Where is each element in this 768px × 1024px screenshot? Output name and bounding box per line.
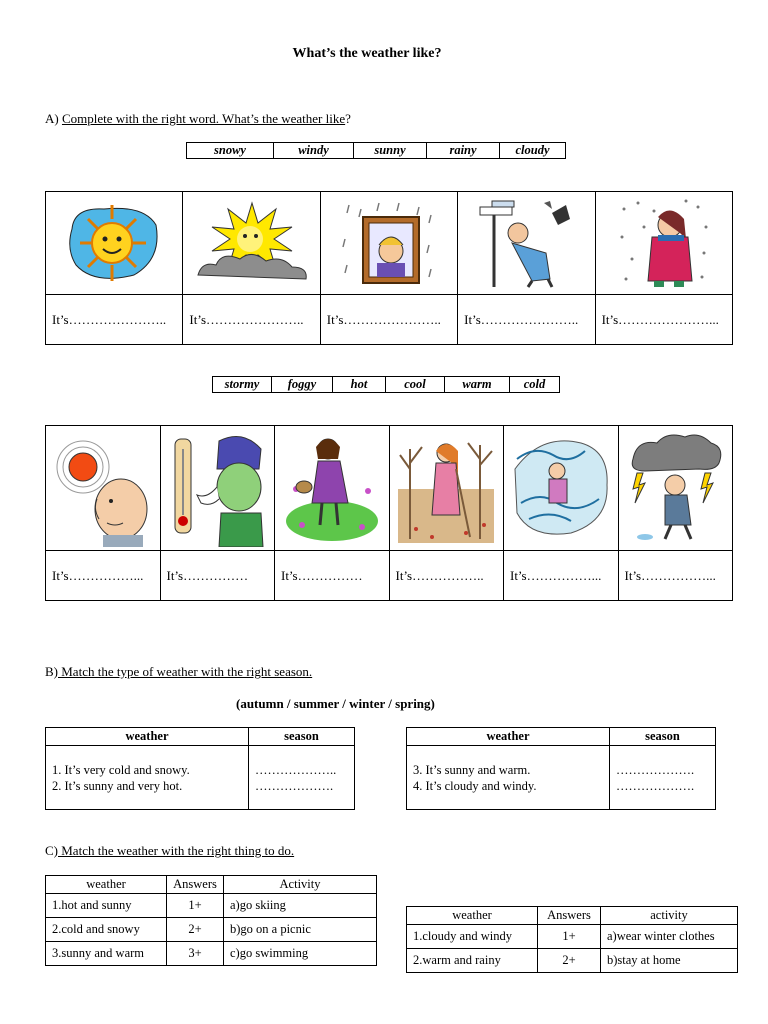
answer-1[interactable]: 1+: [538, 925, 601, 949]
section-a-prefix: A): [45, 111, 62, 126]
answer-2[interactable]: 2+: [167, 918, 224, 942]
windy-man-icon: [476, 197, 576, 289]
word-bank-2: [212, 376, 560, 393]
season-cell: [610, 746, 716, 810]
section-a-heading: [45, 111, 351, 127]
season-table-1: [45, 727, 355, 810]
answer-blank-7[interactable]: It’s……………: [160, 551, 275, 601]
cold-picture: [160, 426, 275, 551]
cold-man-icon: [167, 429, 267, 547]
weather-row-3: 3. It’s sunny and warm.: [413, 762, 531, 777]
hot-man-icon: [53, 429, 153, 547]
activity-a: a)wear winter clothes: [601, 925, 738, 949]
weather-cell: [46, 746, 249, 810]
answer-blank-3[interactable]: It’s…………………..: [320, 295, 457, 345]
weather-item-2: 2.warm and rainy: [407, 949, 538, 973]
header-season: season: [610, 728, 716, 746]
word-bank-1: [186, 142, 566, 159]
answer-blank-2[interactable]: It’s…………………..: [183, 295, 320, 345]
rainy-picture: [320, 192, 457, 295]
header-weather: weather: [46, 728, 249, 746]
section-b-instruction: Match the type of weather with the right season.: [58, 664, 313, 679]
season-blank-3[interactable]: ……………….: [616, 762, 695, 777]
foggy-picture: [504, 426, 619, 551]
activity-b: b)go on a picnic: [224, 918, 377, 942]
windy-picture: [183, 192, 320, 295]
answer-blank-6[interactable]: It’s……………...: [46, 551, 161, 601]
word-hot: hot: [333, 377, 386, 393]
season-options: (autumn / summer / winter / spring): [236, 696, 435, 711]
picture-grid-2: [45, 425, 733, 601]
answer-2[interactable]: 2+: [538, 949, 601, 973]
answer-blank-5[interactable]: It’s…………………...: [595, 295, 732, 345]
answer-blank-1[interactable]: It’s…………………..: [46, 295, 183, 345]
autumn-girl-icon: [396, 429, 496, 547]
snowy-girl-icon: [614, 197, 714, 289]
answer-blank-10[interactable]: It’s……………...: [504, 551, 619, 601]
sunny-picture: [46, 192, 183, 295]
weather-item-1: 1.hot and sunny: [46, 894, 167, 918]
weather-row-2: 2. It’s sunny and very hot.: [52, 778, 183, 793]
season-cell: [249, 746, 355, 810]
storm-icon: [625, 429, 725, 547]
header-weather: weather: [46, 876, 167, 894]
section-c-heading: [45, 843, 294, 859]
warm-picture: [275, 426, 390, 551]
answer-blank-4[interactable]: It’s…………………..: [458, 295, 595, 345]
season-blank-1[interactable]: ………………..: [255, 762, 337, 777]
girl-flowers-icon: [282, 429, 382, 547]
word-sunny: sunny: [354, 143, 427, 159]
activity-a: a)go skiing: [224, 894, 377, 918]
hot-picture: [46, 426, 161, 551]
season-table-2: [406, 727, 716, 810]
activity-b: b)stay at home: [601, 949, 738, 973]
word-warm: warm: [445, 377, 510, 393]
header-weather: weather: [407, 907, 538, 925]
word-cool: cool: [386, 377, 445, 393]
header-season: season: [249, 728, 355, 746]
word-rainy: rainy: [427, 143, 500, 159]
season-blank-2[interactable]: ……………….: [255, 778, 334, 793]
windy-man-picture: [458, 192, 595, 295]
word-windy: windy: [274, 143, 354, 159]
answer-blank-8[interactable]: It’s……………: [275, 551, 390, 601]
weather-item-1: 1.cloudy and windy: [407, 925, 538, 949]
weather-row-1: 1. It’s very cold and snowy.: [52, 762, 190, 777]
sun-cloud-icon: [192, 199, 312, 287]
fog-icon: [511, 429, 611, 547]
picture-grid-1: [45, 191, 733, 345]
word-cold: cold: [510, 377, 560, 393]
activity-table-1: [45, 875, 377, 966]
weather-item-3: 3.sunny and warm: [46, 942, 167, 966]
cool-picture: [389, 426, 504, 551]
word-cloudy: cloudy: [500, 143, 566, 159]
answer-3[interactable]: 3+: [167, 942, 224, 966]
section-a-instruction: Complete with the right word. What’s the weather like: [61, 111, 346, 126]
word-stormy: stormy: [213, 377, 272, 393]
header-activity: activity: [601, 907, 738, 925]
section-b-heading: [45, 664, 312, 680]
sun-icon: [64, 199, 164, 287]
header-activity: Activity: [224, 876, 377, 894]
answer-1[interactable]: 1+: [167, 894, 224, 918]
word-foggy: foggy: [272, 377, 333, 393]
header-answers: Answers: [538, 907, 601, 925]
section-b-prefix: B): [45, 664, 58, 679]
section-c-instruction: Match the weather with the right thing to do.: [58, 843, 295, 858]
activity-table-2: [406, 906, 738, 973]
weather-cell: [407, 746, 610, 810]
rain-window-icon: [339, 199, 439, 287]
section-a-suffix: ?: [345, 111, 351, 126]
header-weather: weather: [407, 728, 610, 746]
answer-blank-11[interactable]: It’s……………...: [618, 551, 733, 601]
snowy-picture: [595, 192, 732, 295]
header-answers: Answers: [167, 876, 224, 894]
section-c-prefix: C): [45, 843, 58, 858]
page-title: What’s the weather like?: [292, 46, 442, 61]
stormy-picture: [618, 426, 733, 551]
season-blank-4[interactable]: ……………….: [616, 778, 695, 793]
weather-row-4: 4. It’s cloudy and windy.: [413, 778, 537, 793]
activity-c: c)go swimming: [224, 942, 377, 966]
answer-blank-9[interactable]: It’s……………..: [389, 551, 504, 601]
word-snowy: snowy: [187, 143, 274, 159]
weather-item-2: 2.cold and snowy: [46, 918, 167, 942]
